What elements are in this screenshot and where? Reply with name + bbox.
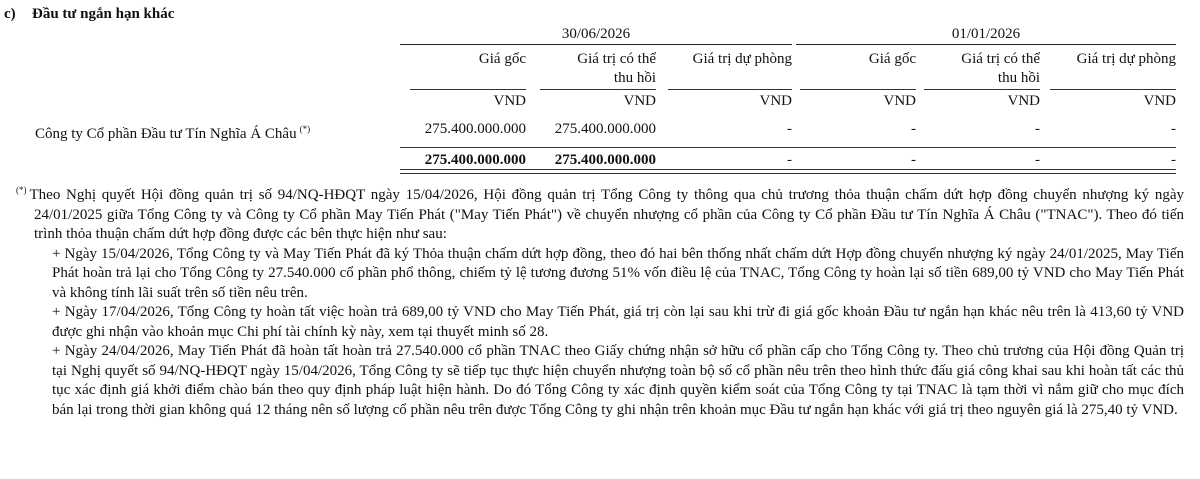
note-item: + Ngày 15/04/2026, Tổng Công ty và May Tiến Phát đã ký Thỏa thuận chấm dứt hợp đồng, theo đó hai bên thống nhất chấm dứt Hợp đồng chuyển nhượng ký ngày 24/01/2025, May Tiến Phát hoàn trả lại cho Tổng Công ty 27.540.000 cổ phần phổ thông, chiếm tỷ lệ tương đương 51% vốn điều lệ của TNAC, Tổng Công ty hoàn lại số tiền 689,00 tỷ VND cho May Tiến Phát và không tính lãi suất trên số tiền nêu trên.: [52, 245, 1184, 301]
period-current-rule: [400, 44, 792, 45]
col-header-recoverable-line2: thu hồi: [613, 70, 656, 86]
row-label: [35, 120, 310, 143]
col-header-cost-prior: Giá gốc: [868, 51, 916, 67]
notes-block: [16, 181, 1184, 420]
unit-rule: [1050, 89, 1176, 90]
section-title: Đầu tư ngắn hạn khác: [32, 6, 175, 22]
col-header-recoverable-prior: [924, 50, 1040, 88]
unit-label: VND: [1143, 93, 1176, 109]
unit-rule: [924, 89, 1040, 90]
note-intro: [16, 181, 1184, 245]
unit-rule: [800, 89, 916, 90]
section-heading: [4, 5, 174, 23]
row-note-mark: (*): [299, 124, 311, 134]
note-item: + Ngày 17/04/2026, Tổng Công ty hoàn tất việc hoàn trả 689,00 tỷ VND cho May Tiến Phát, giá trị còn lại sau khi trừ đi giá gốc khoản Đầu tư ngắn hạn khác nêu trên là 413,60 tỷ VND được ghi nhận vào khoản mục Chi phí tài chính kỳ này, xem tại thuyết minh số 28.: [52, 304, 1184, 340]
col-header-provision-prior: Giá trị dự phòng: [1076, 51, 1176, 67]
note-item: + Ngày 24/04/2026, May Tiến Phát đã hoàn tất hoàn trả 27.540.000 cổ phần TNAC theo Giấy chứng nhận sở hữu cổ phần cấp cho Tổng Công ty. Theo chủ trương của Hội đồng Quản trị tại Nghị quyết số 94/NQ-HĐQT ngày 15/04/2026, Tổng Công ty sẽ tiếp tục thực hiện chuyển nhượng toàn bộ số cổ phần nêu trên theo hình thức đấu giá công khai sau khi hoàn tất các thủ tục xác định giá khởi điểm chào bán theo quy định pháp luật hiện hành. Do đó Tổng Công ty xác định quyền kiểm soát của Tổng Công ty tại TNAC là tạm thời vì nắm giữ cho mục đích bán lại trong thời gian không quá 12 tháng nên số lượng cổ phần nêu trên được Tổng Công ty ghi nhận trên khoản mục Đầu tư ngắn hạn khác với giá trị theo nguyên giá là 275,40 tỷ VND.: [52, 343, 1184, 418]
col-header-provision-current: Giá trị dự phòng: [692, 51, 792, 67]
row-company-name: Công ty Cổ phần Đầu tư Tín Nghĩa Á Châu: [35, 126, 297, 142]
unit-label: VND: [623, 93, 656, 109]
table-cell: -: [1171, 121, 1176, 137]
total-cell: 275.400.000.000: [554, 152, 656, 168]
total-cell: 275.400.000.000: [424, 152, 526, 168]
unit-label: VND: [493, 93, 526, 109]
total-bottom-rule: [400, 169, 1176, 174]
section-label: c): [4, 6, 16, 22]
total-cell: -: [1171, 152, 1176, 168]
table-cell: -: [787, 121, 792, 137]
period-current: 30/06/2026: [561, 26, 631, 42]
unit-rule: [540, 89, 656, 90]
period-prior-rule: [796, 44, 1176, 45]
col-header-recoverable-line1: Giá trị có thể: [961, 51, 1040, 67]
period-prior: 01/01/2026: [951, 26, 1021, 42]
note-mark: (*): [16, 185, 27, 195]
col-header-recoverable-current: [540, 50, 656, 88]
unit-label: VND: [1007, 93, 1040, 109]
col-header-recoverable-line2: thu hồi: [997, 70, 1040, 86]
table-cell: 275.400.000.000: [424, 121, 526, 137]
total-cell: -: [911, 152, 916, 168]
col-header-cost-current: Giá gốc: [478, 51, 526, 67]
unit-label: VND: [759, 93, 792, 109]
note-intro-text: Theo Nghị quyết Hội đồng quản trị số 94/NQ-HĐQT ngày 15/04/2026, Hội đồng quản trị Tổng Công ty thông qua chủ trương thỏa thuận chấm dứt hợp đồng chuyển nhượng ký ngày 24/01/2025 giữa Tổng Công ty và Công ty Cổ phần May Tiến Phát ("May Tiến Phát") về chuyển nhượng cổ phần của Công ty Cổ phần Đầu tư Tín Nghĩa Á Châu ("TNAC"). Theo đó tiến trình thỏa thuận chấm dứt hợp đồng được các bên thực hiện như sau:: [29, 187, 1184, 242]
table-cell: 275.400.000.000: [554, 121, 656, 137]
total-cell: -: [1035, 152, 1040, 168]
unit-rule: [668, 89, 792, 90]
table-cell: -: [1035, 121, 1040, 137]
col-header-recoverable-line1: Giá trị có thể: [577, 51, 656, 67]
unit-label: VND: [883, 93, 916, 109]
table-cell: -: [911, 121, 916, 137]
total-cell: -: [787, 152, 792, 168]
total-top-rule: [400, 147, 1176, 148]
unit-rule: [410, 89, 526, 90]
